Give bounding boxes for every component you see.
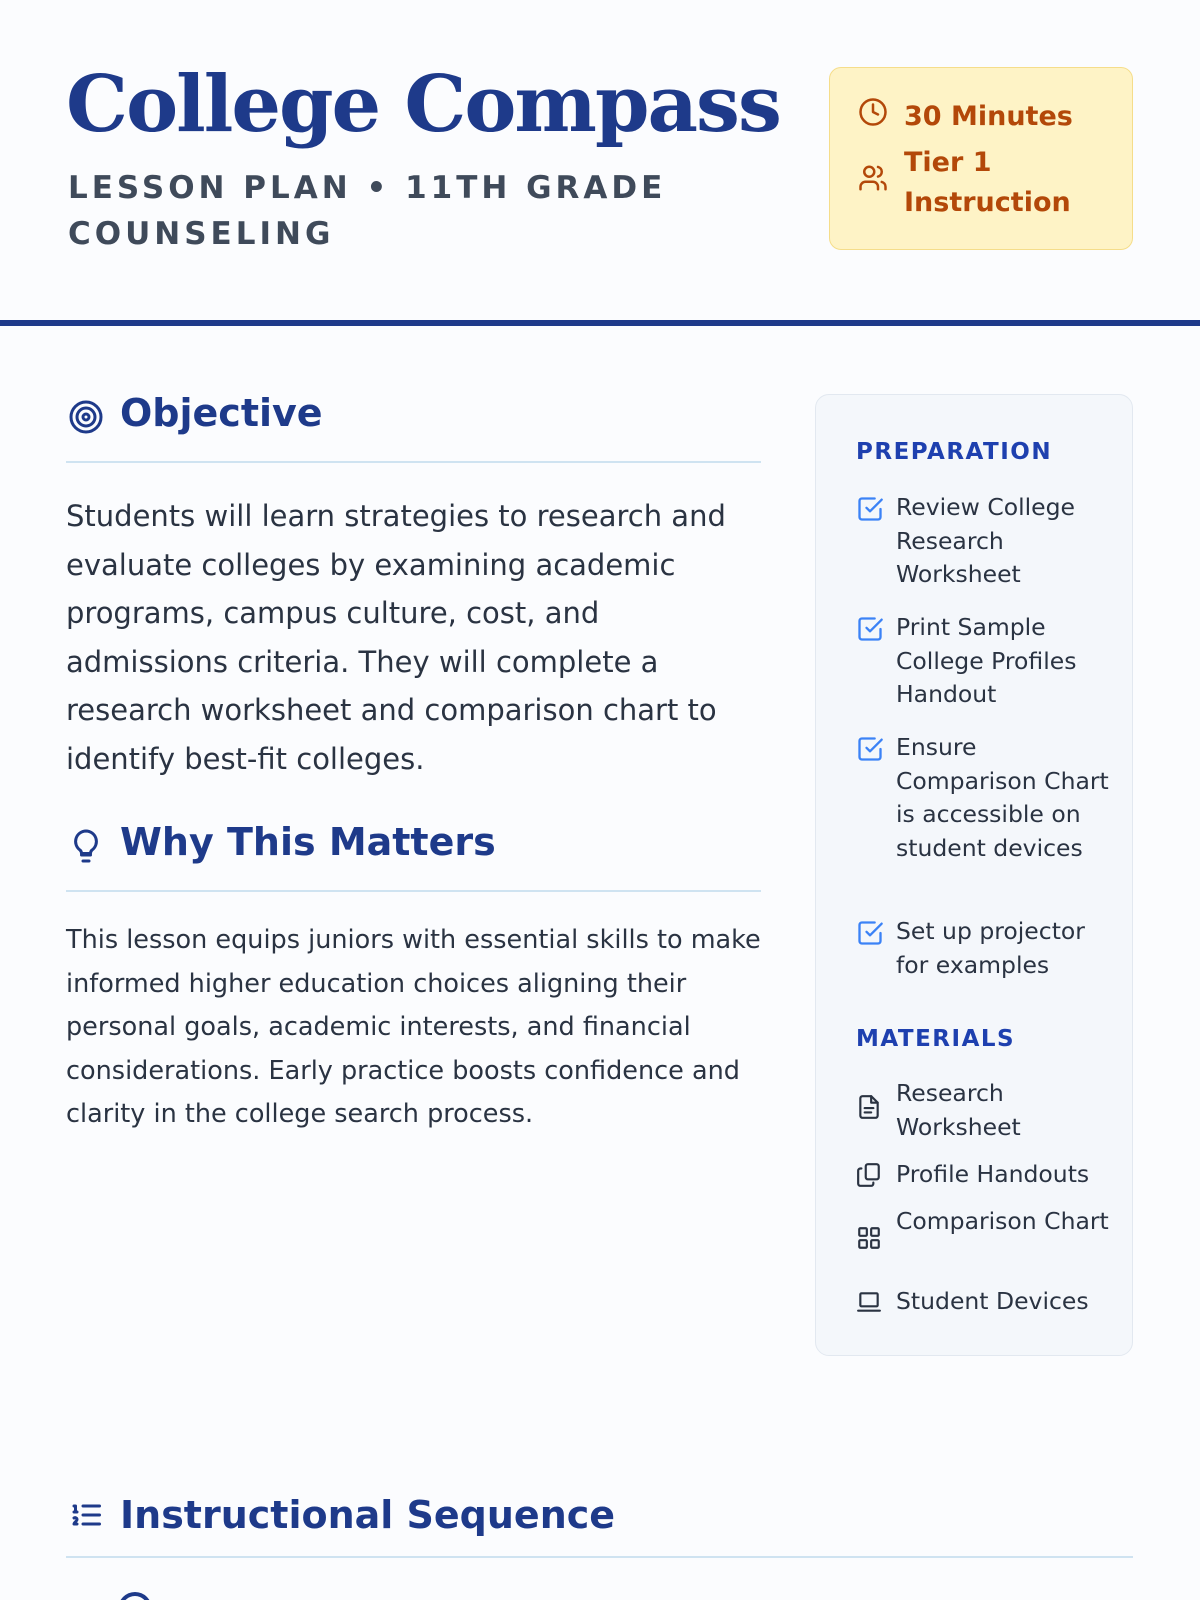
preparation-heading: PREPARATION: [856, 439, 1053, 465]
ordered-list-icon: [68, 1497, 104, 1533]
objective-text: Students will learn strategies to research and evaluate colleges by examining academic programs, campus culture, cost, and admissions criteria. They will complete a research worksheet and comparison chart to identify best-fit colleges.: [66, 499, 726, 776]
checkbox-checked-icon: [856, 615, 884, 643]
lesson-info-badge: [829, 67, 1133, 250]
why-heading-row: [66, 814, 761, 892]
materials-item-label: Student Devices: [896, 1287, 1089, 1315]
objective-heading: Objective: [120, 391, 323, 435]
sidebar-panel: [815, 394, 1133, 1356]
why-text: This lesson equips juniors with essential skills to make informed higher education choices aligning their personal goals, academic interests, and financial considerations. Early practice boosts confidence and clarity in the college search process.: [66, 925, 761, 1129]
sequence-heading-row: [66, 1480, 1133, 1558]
laptop-icon: [856, 1289, 882, 1315]
page-header: [0, 0, 1200, 326]
materials-item-label: Comparison Chart: [896, 1207, 1109, 1235]
preparation-item-label: Ensure Comparison Chart is accessible on student devices: [896, 733, 1109, 862]
materials-item-label: Profile Handouts: [896, 1160, 1090, 1188]
why-heading: Why This Matters: [120, 820, 496, 864]
tier-label: Tier 1 Instruction: [904, 147, 1071, 218]
preparation-item-label: Review College Research Worksheet: [896, 493, 1075, 588]
duration-row: [858, 97, 1073, 137]
duration-label: 30 Minutes: [904, 101, 1073, 132]
target-icon: [68, 399, 104, 435]
copy-icon: [856, 1162, 882, 1188]
checkbox-checked-icon: [856, 919, 884, 947]
clock-icon: [858, 97, 888, 127]
step-number-circle: [118, 1592, 152, 1600]
page-subtitle: LESSON PLAN • 11TH GRADE COUNSELING: [68, 170, 667, 252]
sequence-heading: Instructional Sequence: [120, 1493, 616, 1537]
tier-row: [858, 143, 1118, 223]
page-title: College Compass: [66, 59, 780, 150]
grid-icon: [856, 1225, 882, 1251]
document-icon: [856, 1094, 882, 1120]
checkbox-checked-icon: [856, 735, 884, 763]
users-icon: [858, 163, 888, 193]
objective-heading-row: [66, 385, 761, 463]
preparation-item-label: Set up projector for examples: [896, 917, 1085, 979]
materials-item-label: Research Worksheet: [896, 1079, 1021, 1141]
lightbulb-icon: [68, 828, 104, 864]
preparation-item-label: Print Sample College Profiles Handout: [896, 613, 1077, 708]
materials-heading: MATERIALS: [856, 1026, 1016, 1052]
checkbox-checked-icon: [856, 495, 884, 523]
